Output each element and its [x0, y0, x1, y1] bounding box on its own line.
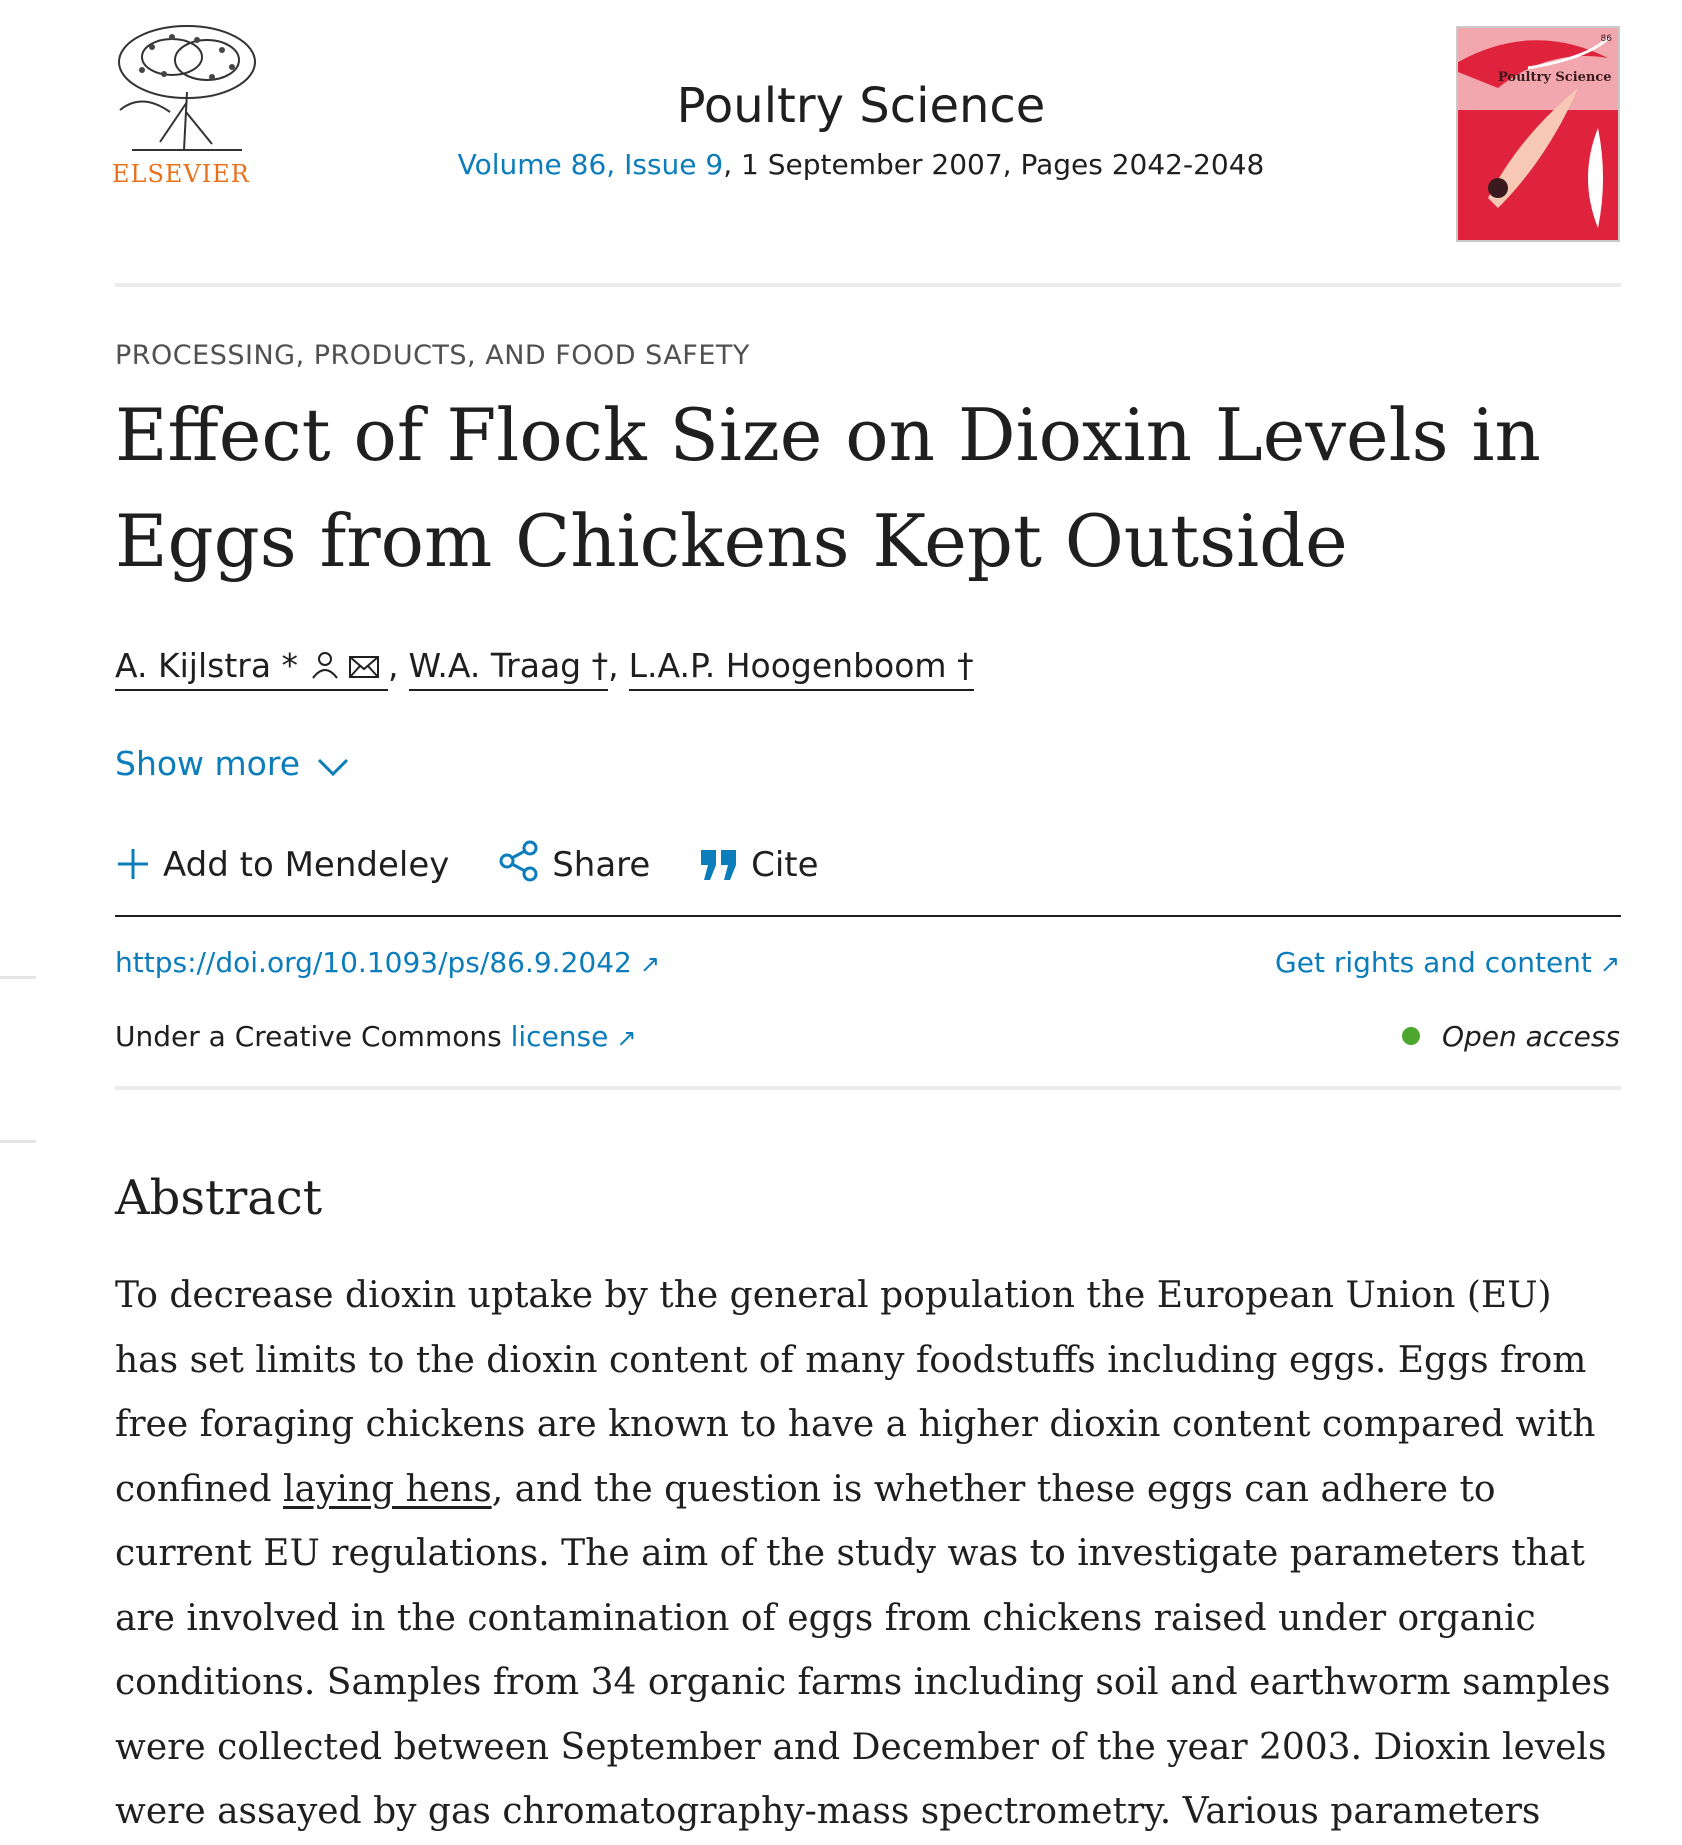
elsevier-wordmark: ELSEVIER: [112, 160, 250, 188]
share-button[interactable]: Share: [498, 840, 650, 885]
elsevier-logo[interactable]: [112, 22, 262, 192]
actions-divider: [115, 915, 1621, 917]
envelope-icon: [348, 654, 380, 680]
add-to-mendeley-button[interactable]: Add to Mendeley: [115, 845, 449, 885]
author-link[interactable]: A. Kijlstra *: [115, 646, 298, 691]
open-access-dot-icon: [1402, 1027, 1420, 1045]
open-access-badge: Open access: [1402, 1020, 1620, 1053]
article-title: Effect of Flock Size on Dioxin Levels in Eggs from Chickens Kept Outside: [115, 393, 1541, 583]
author-link[interactable]: L.A.P. Hoogenboom †: [629, 646, 974, 691]
author-link[interactable]: W.A. Traag †: [409, 646, 609, 691]
person-icon: [310, 650, 340, 680]
edge-tick: [0, 1140, 36, 1143]
journal-title-link[interactable]: Poultry Science: [676, 78, 1046, 134]
rights-link[interactable]: Get rights and content ↗: [1275, 946, 1620, 979]
show-more-button[interactable]: Show more: [115, 744, 350, 783]
journal-header: [300, 78, 1422, 181]
issue-info: [300, 148, 1422, 181]
chevron-down-icon: [316, 756, 350, 778]
external-arrow-icon: ↗: [639, 950, 660, 978]
cover-art: [1458, 28, 1618, 240]
edge-tick: [0, 976, 36, 979]
author-contact-icons[interactable]: [298, 646, 388, 691]
meta-divider: [115, 1086, 1621, 1090]
journal-cover[interactable]: [1456, 26, 1620, 242]
issue-link[interactable]: Volume 86, Issue 9: [457, 148, 724, 181]
quote-icon: [699, 848, 739, 882]
cover-volume-number: 86: [1600, 34, 1612, 44]
share-icon: [498, 840, 540, 882]
issue-details: , 1 September 2007, Pages 2042-2048: [723, 148, 1265, 181]
article-actions: [115, 840, 857, 885]
article-section-label: PROCESSING, PRODUCTS, AND FOOD SAFETY: [115, 340, 750, 371]
doi-link[interactable]: https://doi.org/10.1093/ps/86.9.2042 ↗: [115, 946, 660, 979]
abstract-text: To decrease dioxin uptake by the general population the European Union (EU) has set limits to the dioxin content of many foodstuffs including eggs. Eggs from free foraging chickens are known to have a higher dioxin content compared with confined laying hens, and the question is whether these eggs can adhere to current EU regulations. The aim of the study was to investigate parameters that are involved in the contamination of eggs from chickens raised under organic conditions. Samples from 34 organic farms including soil and earthworm samples were collected between September and December of the year 2003. Dioxin levels were assayed by gas chromatography-mass spectrometry. Various parameters: [115, 1275, 1611, 1832]
license-info: Under a Creative Commons license ↗: [115, 1020, 637, 1053]
external-arrow-icon: ↗: [616, 1024, 637, 1052]
cite-button[interactable]: Cite: [699, 845, 818, 885]
header-divider: [115, 283, 1621, 287]
topic-link-laying-hens[interactable]: laying hens: [283, 1468, 492, 1510]
cover-title: Poultry Science: [1498, 70, 1612, 85]
external-arrow-icon: ↗: [1599, 950, 1620, 978]
elsevier-tree-logo-icon: [112, 22, 262, 157]
plus-icon: [115, 846, 151, 882]
license-link[interactable]: license ↗: [510, 1020, 637, 1053]
abstract-heading: Abstract: [115, 1170, 323, 1226]
author-list: A. Kijlstra * , W.A. Traag †, L.A.P. Hoogenboom †: [115, 646, 974, 685]
